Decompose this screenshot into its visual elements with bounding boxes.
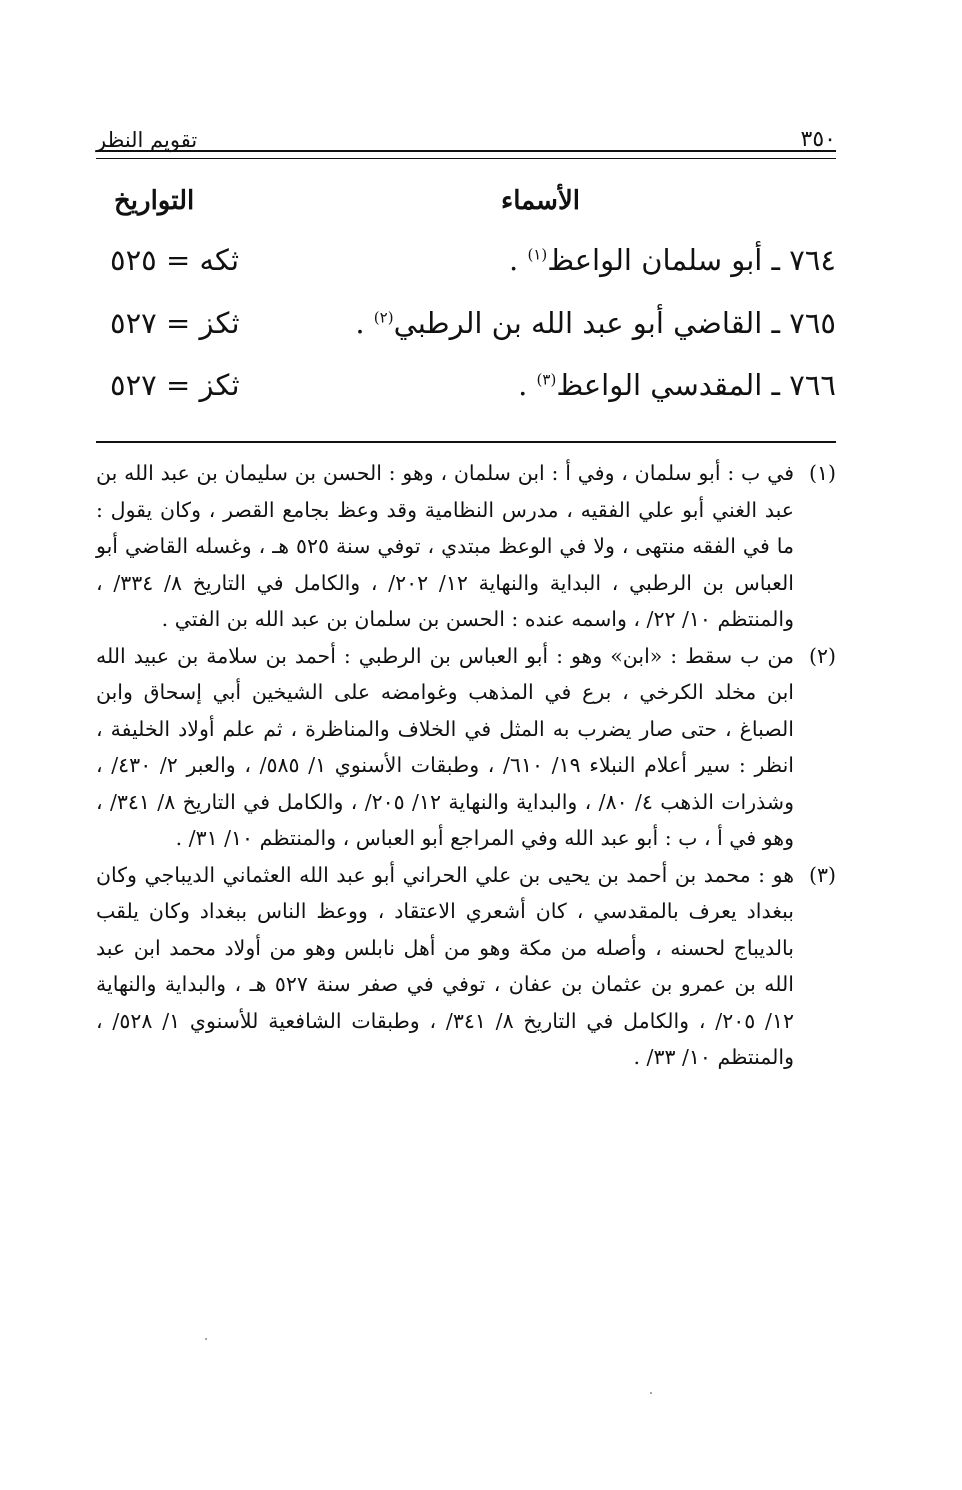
footnote-ref: (١)	[527, 245, 548, 264]
footnote-text: في ب : أبو سلمان ، وفي أ : ابن سلمان ، وهو : الحسن بن سليمان بن عبد الله بن عبد الغني أبو علي الفقيه ، مدرس النظامية وقد وعظ بجامع القصر ، وكان يقول : ما في الفقه منتهى ، ولا في الوعظ مبتدي ، توفي سنة ٥٢٥ هـ ، وغسله القاضي أبو العباس بن الرطبي ، البداية والنهاية ١٢/ ٢٠٢/ ، والكامل في التاريخ ٨/ ٣٣٤/ ، والمنتظم ١٠/ ٢٢/ ، واسمه عنده : الحسن بن سلمان بن عبد الله بن الفتي .	[96, 461, 794, 631]
entry-name: ٧٦٦ ـ المقدسي الواعظ$^{(٣)}$ .	[518, 368, 836, 402]
entry-date: ثكز = ٥٢٧	[110, 368, 240, 402]
page-number: ٣٥٠	[800, 127, 836, 152]
footnote-text: من ب سقط : «ابن» وهو : أبو العباس بن الرطبي : أحمد بن سلامة بن عبيد الله ابن مخلد الكرخي ، برع في المذهب وغوامضه على الشيخين أبي إسحاق وابن الصباغ ، حتى صار يضرب به المثل في الخلاف والمناظرة ، ثم علم أولاد الخليفة ، انظر : سير أعلام النبلاء ١٩/ ٦١٠/ ، وطبقات الأسنوي ١/ ٥٨٥/ ، والعبر ٢/ ٤٣٠/ ، وشذرات الذهب ٤/ ٨٠/ ، والبداية والنهاية ١٢/ ٢٠٥/ ، والكامل في التاريخ ٨/ ٣٤١/ ، وهو في أ ، ب : أبو عبد الله وفي المراجع أبو العباس ، والمنتظم ١٠/ ٣١/ .	[96, 643, 794, 850]
footnote-number: (١)	[808, 461, 836, 485]
entry-row	[96, 306, 836, 352]
entry-row	[96, 243, 836, 289]
entry-name: ٧٦٤ ـ أبو سلمان الواعظ$^{(١)}$ .	[509, 243, 836, 277]
footnote-number: (٢)	[808, 643, 836, 668]
footnote-number: (٣)	[808, 862, 836, 887]
footnote-ref: (٢)	[373, 308, 394, 327]
footnote-text: هو : محمد بن أحمد بن يحيى بن علي الحراني أبو عبد الله العثماني الديباجي وكان ببغداد يعرف بالمقدسي ، كان أشعري الاعتقاد ، ووعظ الناس ببغداد وكان يلقب بالديباج لحسنه ، وأصله من مكة وهو من أهل نابلس وهو من أولاد محمد ابن عبد الله بن عمرو بن عثمان بن عفان ، توفي في صفر سنة ٥٢٧ هـ ، والبداية والنهاية ١٢/ ٢٠٥/ ، والكامل في التاريخ ٨/ ٣٤١/ ، وطبقات الشافعية للأسنوي ١/ ٥٢٨/ ، والمنتظم ١٠/ ٣٣/ .	[96, 862, 794, 1069]
names-heading: الأسماء	[500, 186, 580, 216]
footnote-rule	[96, 441, 836, 443]
footnotes	[96, 455, 836, 1076]
entry-date: ثكه = ٥٢٥	[110, 243, 240, 277]
header-rule	[96, 150, 836, 159]
dates-heading: التواريخ	[114, 186, 195, 216]
column-headings	[96, 186, 836, 226]
footnote	[96, 857, 836, 1076]
entry-date: ثكز = ٥٢٧	[110, 306, 240, 340]
footnote	[96, 638, 836, 857]
scan-speck	[205, 1338, 207, 1340]
running-title: تقويم النظر	[96, 128, 198, 152]
footnote-ref: (٣)	[536, 370, 557, 389]
footnote	[96, 455, 836, 638]
entry-row	[96, 368, 836, 414]
page-header	[96, 112, 836, 152]
scan-speck	[650, 1392, 652, 1394]
entry-name: ٧٦٥ ـ القاضي أبو عبد الله بن الرطبي$^{(٢)}$ .	[355, 306, 836, 340]
